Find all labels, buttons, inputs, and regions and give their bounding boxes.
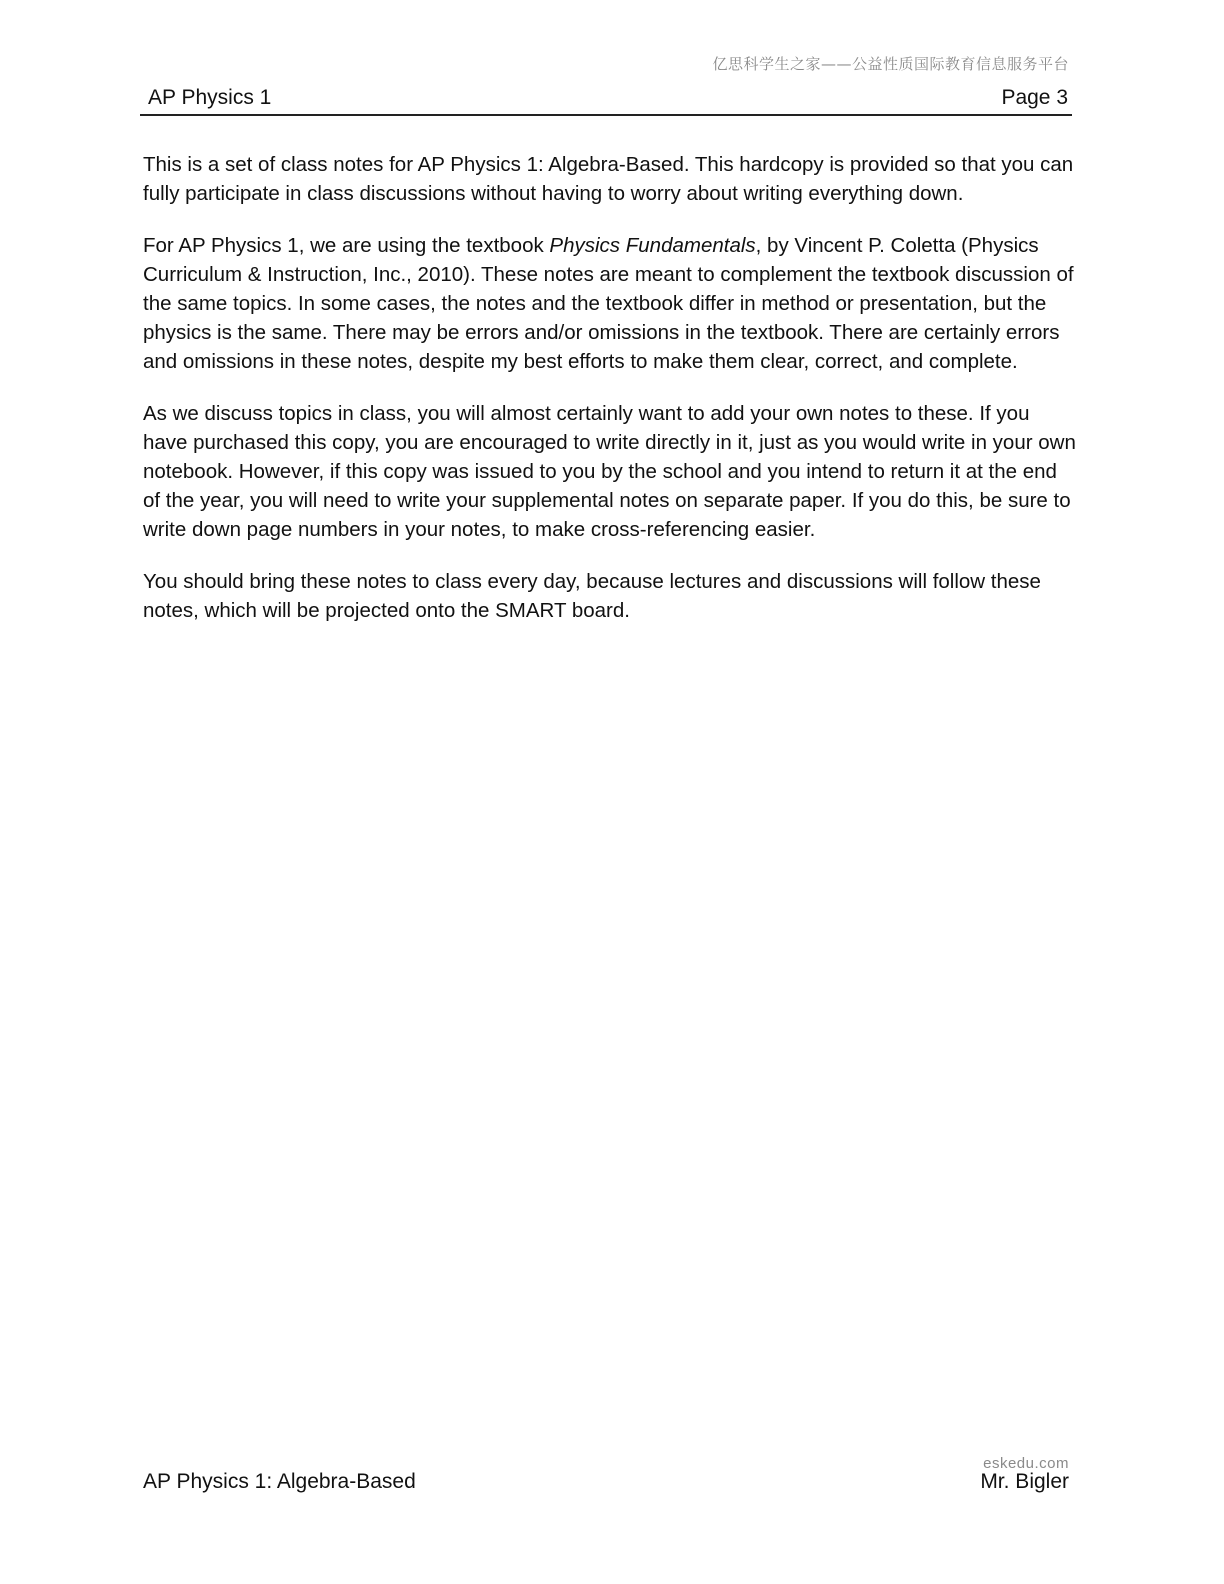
watermark-bottom: eskedu.com <box>983 1455 1069 1472</box>
page-header <box>140 86 1072 116</box>
paragraph-bring-notes: You should bring these notes to class every day, because lectures and discussions will follow these notes, which will be projected onto the SMART board. <box>143 570 1041 622</box>
paragraph-textbook-lead: For AP Physics 1, we are using the textbook <box>143 234 550 257</box>
footer-course-name: AP Physics 1: Algebra-Based <box>143 1470 416 1493</box>
header-course-title: AP Physics 1 <box>148 86 272 109</box>
watermark-top: 亿思科学生之家——公益性质国际教育信息服务平台 <box>712 55 1069 73</box>
paragraph-textbook-rest: , by Vincent P. Coletta (Physics Curriculum & Instruction, Inc., 2010). These notes are meant to complement the textbook discussion of the same topics. In some cases, the notes and the textbook differ in method or presentation, but the physics is the same. There may be errors and/or omissions in the textbook. There are certainly errors and omissions in these notes, despite my best efforts to make them clear, correct, and complete. <box>143 234 1074 373</box>
footer-author: Mr. Bigler <box>980 1470 1069 1493</box>
page-content <box>143 150 1078 648</box>
paragraph-textbook <box>143 231 1078 376</box>
textbook-title: Physics Fundamentals <box>549 234 756 257</box>
paragraph-intro: This is a set of class notes for AP Physics 1: Algebra-Based. This hardcopy is provided so that you can fully participate in class discussions without having to worry about writing everything down. <box>143 153 1074 205</box>
paragraph-notes: As we discuss topics in class, you will almost certainly want to add your own notes to these. If you have purchased this copy, you are encouraged to write directly in it, just as you would write in your own notebook. However, if this copy was issued to you by the school and you intend to return it at the end of the year, you will need to write your supplemental notes on separate paper. If you do this, be sure to write down page numbers in your notes, to make cross-referencing easier. <box>143 402 1076 541</box>
header-page-number: Page 3 <box>1001 86 1068 109</box>
